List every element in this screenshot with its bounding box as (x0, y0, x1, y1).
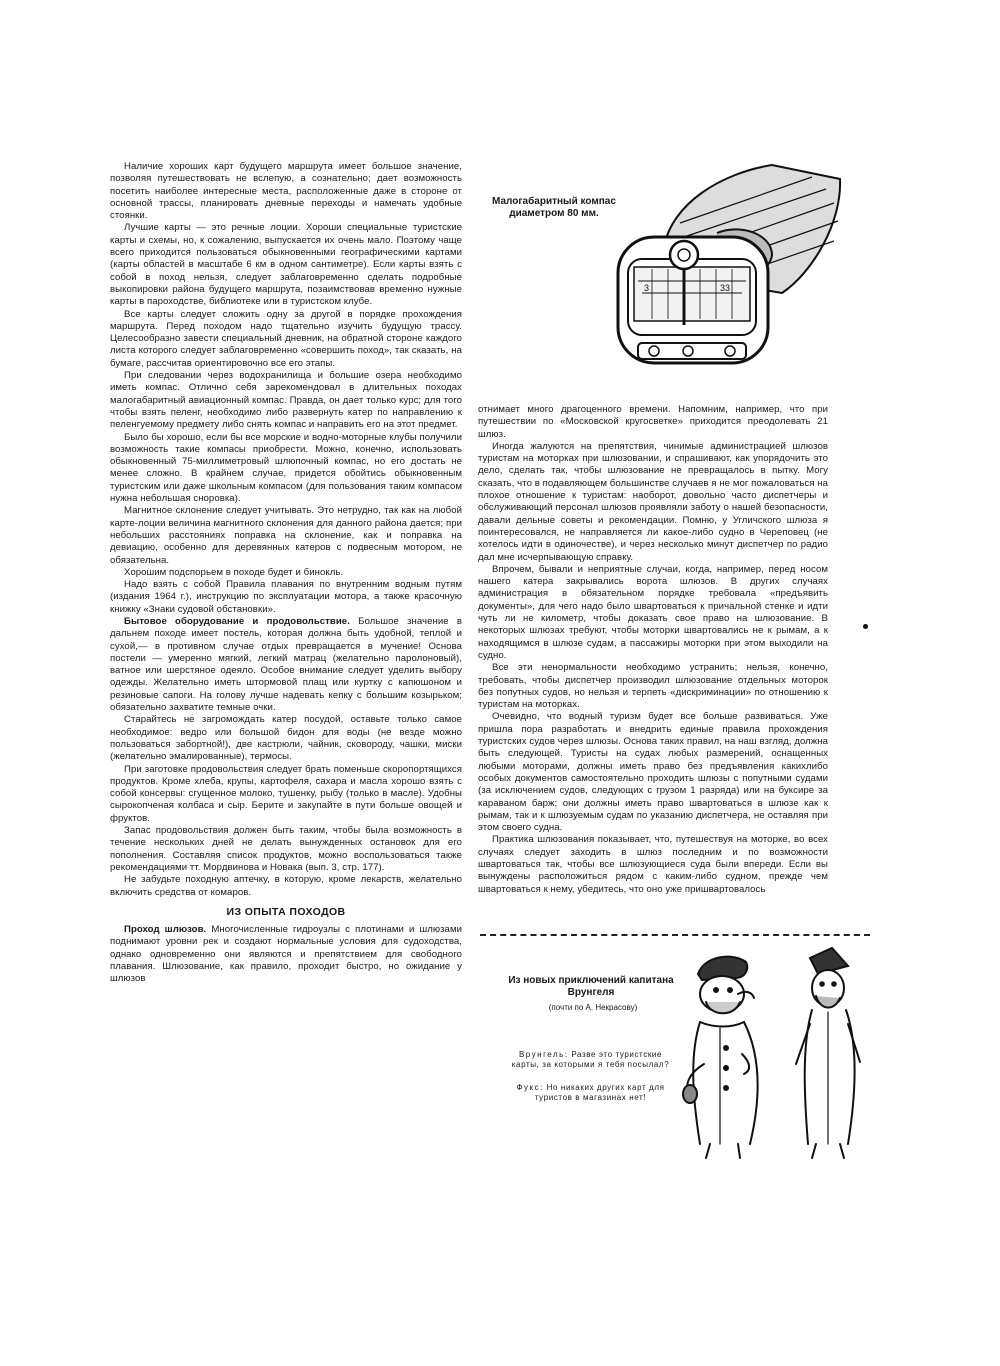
paragraph: Надо взять с собой Правила плавания по внутренним водным путям (издания 1964 г.), инструкцию по эксплуатации мотора, а также красочную книжку «Знаки судовой обстановки». (110, 579, 462, 615)
paragraph: Все эти ненормальности необходимо устранить; нельзя, конечно, требовать, чтобы диспетчер производил шлюзование отдельных моторок без попутных судов, но нельзя и терпеть «дискриминации» по отношению к туристам на моторках. (478, 662, 828, 711)
paragraph: Наличие хороших карт будущего маршрута имеет большое значение, позволяя путешествовать не вслепую, а сознательно; дает возможность посетить наиболее интересные места, расположенные даже в стороне от основной трассы, планировать дневные переходы и намечать удобные стоянки. (110, 161, 462, 222)
paragraph: Не забудьте походную аптечку, в которую, кроме лекарств, желательно включить средства от комаров. (110, 874, 462, 898)
paragraph: При заготовке продовольствия следует брать поменьше скоропортящихся продуктов. Кроме хлеба, крупы, картофеля, сахара и масла хорошо взять с собой консервы: сгущенное молоко, тушенку, рыбу (только в масле). Удобны сырокопченая колбаса и сыр. Берите и закупайте в пути больше овощей и фруктов. (110, 763, 462, 824)
paragraph: Магнитное склонение следует учитывать. Это нетрудно, так как на любой карте-лоции величина магнитного склонения для данного района дается; при небольших расстояниях поправка на склонение, как и поправка на девиацию, особенно для деревянных катеров с подвесным мотором, не обязательна. (110, 505, 462, 566)
cartoon-dialog-1 (508, 1050, 673, 1070)
paragraph: Впрочем, бывали и неприятные случаи, когда, например, перед носом нашего катера закрывались ворота шлюзов. В других случаях администрация в обязательном порядке требовала «предъявить документы», для чего надо было швартоваться к причальной стенке и идти чуть ли не километр, чтобы доказать свое право на шлюзование. В некоторых шлюзах требуют, чтобы моторки швартовались не к рымам, а к находящимся в шлюзе судам, а пассажиры моторки при этом выходили на судно. (478, 563, 828, 661)
section-heading: ИЗ ОПЫТА ПОХОДОВ (226, 905, 346, 918)
paragraph: Хорошим подспорьем в походе будет и бинокль. (124, 566, 344, 578)
paragraph-body: Многочисленные гидроузлы с плотинами и шлюзами поднимают уровни рек и создают нормальные условия для судоходства, однако одновременно они являются и препятствием для свободного плавания. Шлюзование, как правило, проходит быстро, но ожидание у шлюзов (110, 924, 462, 985)
right-text-column (478, 404, 828, 896)
paragraph: Было бы хорошо, если бы все морские и водно-моторные клубы получили возможность такие компасы приобрести. Можно, конечно, использовать обыкновенный 75-миллиметровый шлюпочный компас, но его достать не менее сложно. В крайнем случае, придется обойтись обыкновенным туристским или даже школьным компасом (для пользования таким компасом нужна небольшая сноровка). (110, 431, 462, 505)
left-text-column (110, 161, 462, 986)
paragraph: Практика шлюзования показывает, что, путешествуя на моторке, во всех случаях следует заходить в шлюз последним и по возможности швартоваться так, чтобы все шлюзующиеся суда были впереди. Если вы вынуждены расположиться рядом с каким-либо судном, прежде чем швартоваться к нему, убедитесь, что оно уже пришвартовалось (478, 834, 828, 895)
dialog-line: Но никаких других карт для туристов в магазинах нет! (534, 1083, 665, 1102)
paragraph: Старайтесь не загромождать катер посудой, оставьте только самое необходимое: ведро или большой бидон для воды (не везде можно пользоваться забортной!), две кастрюли, чайник, сковороду, чашки, миски (желательно эмалированные), термосы. (110, 714, 462, 763)
paragraph-lead: Бытовое оборудование и продовольствие. (124, 615, 350, 627)
paragraph: Запас продовольствия должен быть таким, чтобы была возможность в течение нескольких дней не делать вынужденных остановок для его пополнения. Составляя список продуктов, можно воспользоваться также рекомендациями тт. Мордвинова и Новака (вып. 3, стр. 177). (110, 825, 462, 873)
page-dot (863, 624, 868, 629)
paragraph-body: Большое значение в дальнем походе имеет постель, которая должна быть удобной, теплой и сухой,— в противном случае отдых превращается в мучение! Основа постели — умеренно мягкий, легкий матрац (желательно паролоновый), ватное или шерстяное одеяло. Особое внимание следует уделить выбору одежды. Желательно иметь штормовой плащ или куртку с капюшоном и резиновые сапоги. На голову лучше надевать кепку с большим козырьком; обязательно захватите темные очки. (110, 615, 462, 714)
compass-mark-3: 3 (644, 283, 650, 293)
paragraph: При следовании через водохранилища и большие озера необходимо иметь компас. Отлично себя зарекомендовал в длительных походах малогабаритный авиационный компас. Правда, он дает только курс; для того чтобы взять пеленг, необходимо либо развернуть катер по направлению к пеленгуемому предмету либо снять компас и направить его на этот предмет. (110, 370, 462, 431)
cartoon-subtitle: (почти по А. Некрасову) (548, 1003, 638, 1012)
dialog-line: Разве это туристские карты, за которыми я тебя посылал? (511, 1050, 670, 1069)
cartoon-illustration (680, 944, 870, 1164)
paragraph (110, 616, 462, 714)
paragraph: Все карты следует сложить одну за другой в порядке прохождения маршрута. Перед походом надо тщательно изучить будущую трассу. Целесообразно завести специальный дневник, на обратной стороне каждого листа которого следует заблаговременно «совершить поход», так сказать, на бумаге, рассчитав ориентировочно все его этапы. (110, 308, 462, 369)
speaker-name: Врунгель: (518, 1050, 569, 1059)
dashed-divider (480, 934, 870, 936)
compass-illustration (612, 163, 844, 373)
cartoon-title: Из новых приключений капитана Врунгеля (508, 975, 674, 998)
paragraph: Очевидно, что водный туризм будет все больше развиваться. Уже пришла пора разработать и внедрить единые правила прохождения туристских судов через шлюзы. Основа таких правил, на наш взгляд, должна быть следующей. Туристы на судах любых размерений, оснащенных любыми моторами, должны иметь право без предъявления какихлибо особых документов самостоятельно проходить шлюзы с попутными судами (за исключением судов, следующих с грузом 1 разряда) или на буксире за караваном барж; они должны иметь право швартоваться в шлюзе как к рымам, так и к шлюзуемым судам по указанию диспетчера, не оставляя при этом своего судна. (478, 711, 828, 834)
speaker-name: Фукс: (516, 1083, 544, 1092)
paragraph-lead: Проход шлюзов. (124, 924, 207, 936)
paragraph: Иногда жалуются на препятствия, чинимые администрацией шлюзов туристам на моторках при шлюзовании, и спрашивают, как упорядочить это дело, сделать так, чтобы шлюзование не превращалось в пытку. Могу сказать, что в подавляющем большинстве случаев я не мог пожаловаться на плохое отношение к туристам: наоборот, довольно часто диспетчеры и обслуживающий персонал шлюзов проявляли заботу о нашей безопасности, давали дельные советы и рекомендации. Помню, у Угличского шлюза я поинтересовался, не направляется ли какое-либо судно в Череповец (не хотелось идти в одиночестве), и через несколько минут диспетчер по радио дал мне исчерпывающую справку. (478, 440, 828, 563)
paragraph: отнимает много драгоценного времени. Напомним, например, что при путешествии по «Московской кругосветке» приходится преодолевать 21 шлюз. (478, 404, 828, 440)
cartoon-dialog-2 (508, 1083, 673, 1103)
compass-mark-33: 33 (720, 283, 731, 293)
paragraph (110, 924, 462, 985)
paragraph: Лучшие карты — это речные лоции. Хороши специальные туристские карты и схемы, но, к сожалению, выпускается их очень мало. Поэтому чаще всего приходится пользоваться обыкновенными географическими картами (карты областей в масштабе 6 км в одном сантиметре). Если карты взять с собой в поход нельзя, следует заблаговременно сделать подробные выкопировки района будущего маршрута, позаимствовав временно нужные карты в пароходстве, библиотеке или в туристском клубе. (110, 222, 462, 308)
compass-caption: Малогабаритный компас диаметром 80 мм. (492, 196, 616, 219)
